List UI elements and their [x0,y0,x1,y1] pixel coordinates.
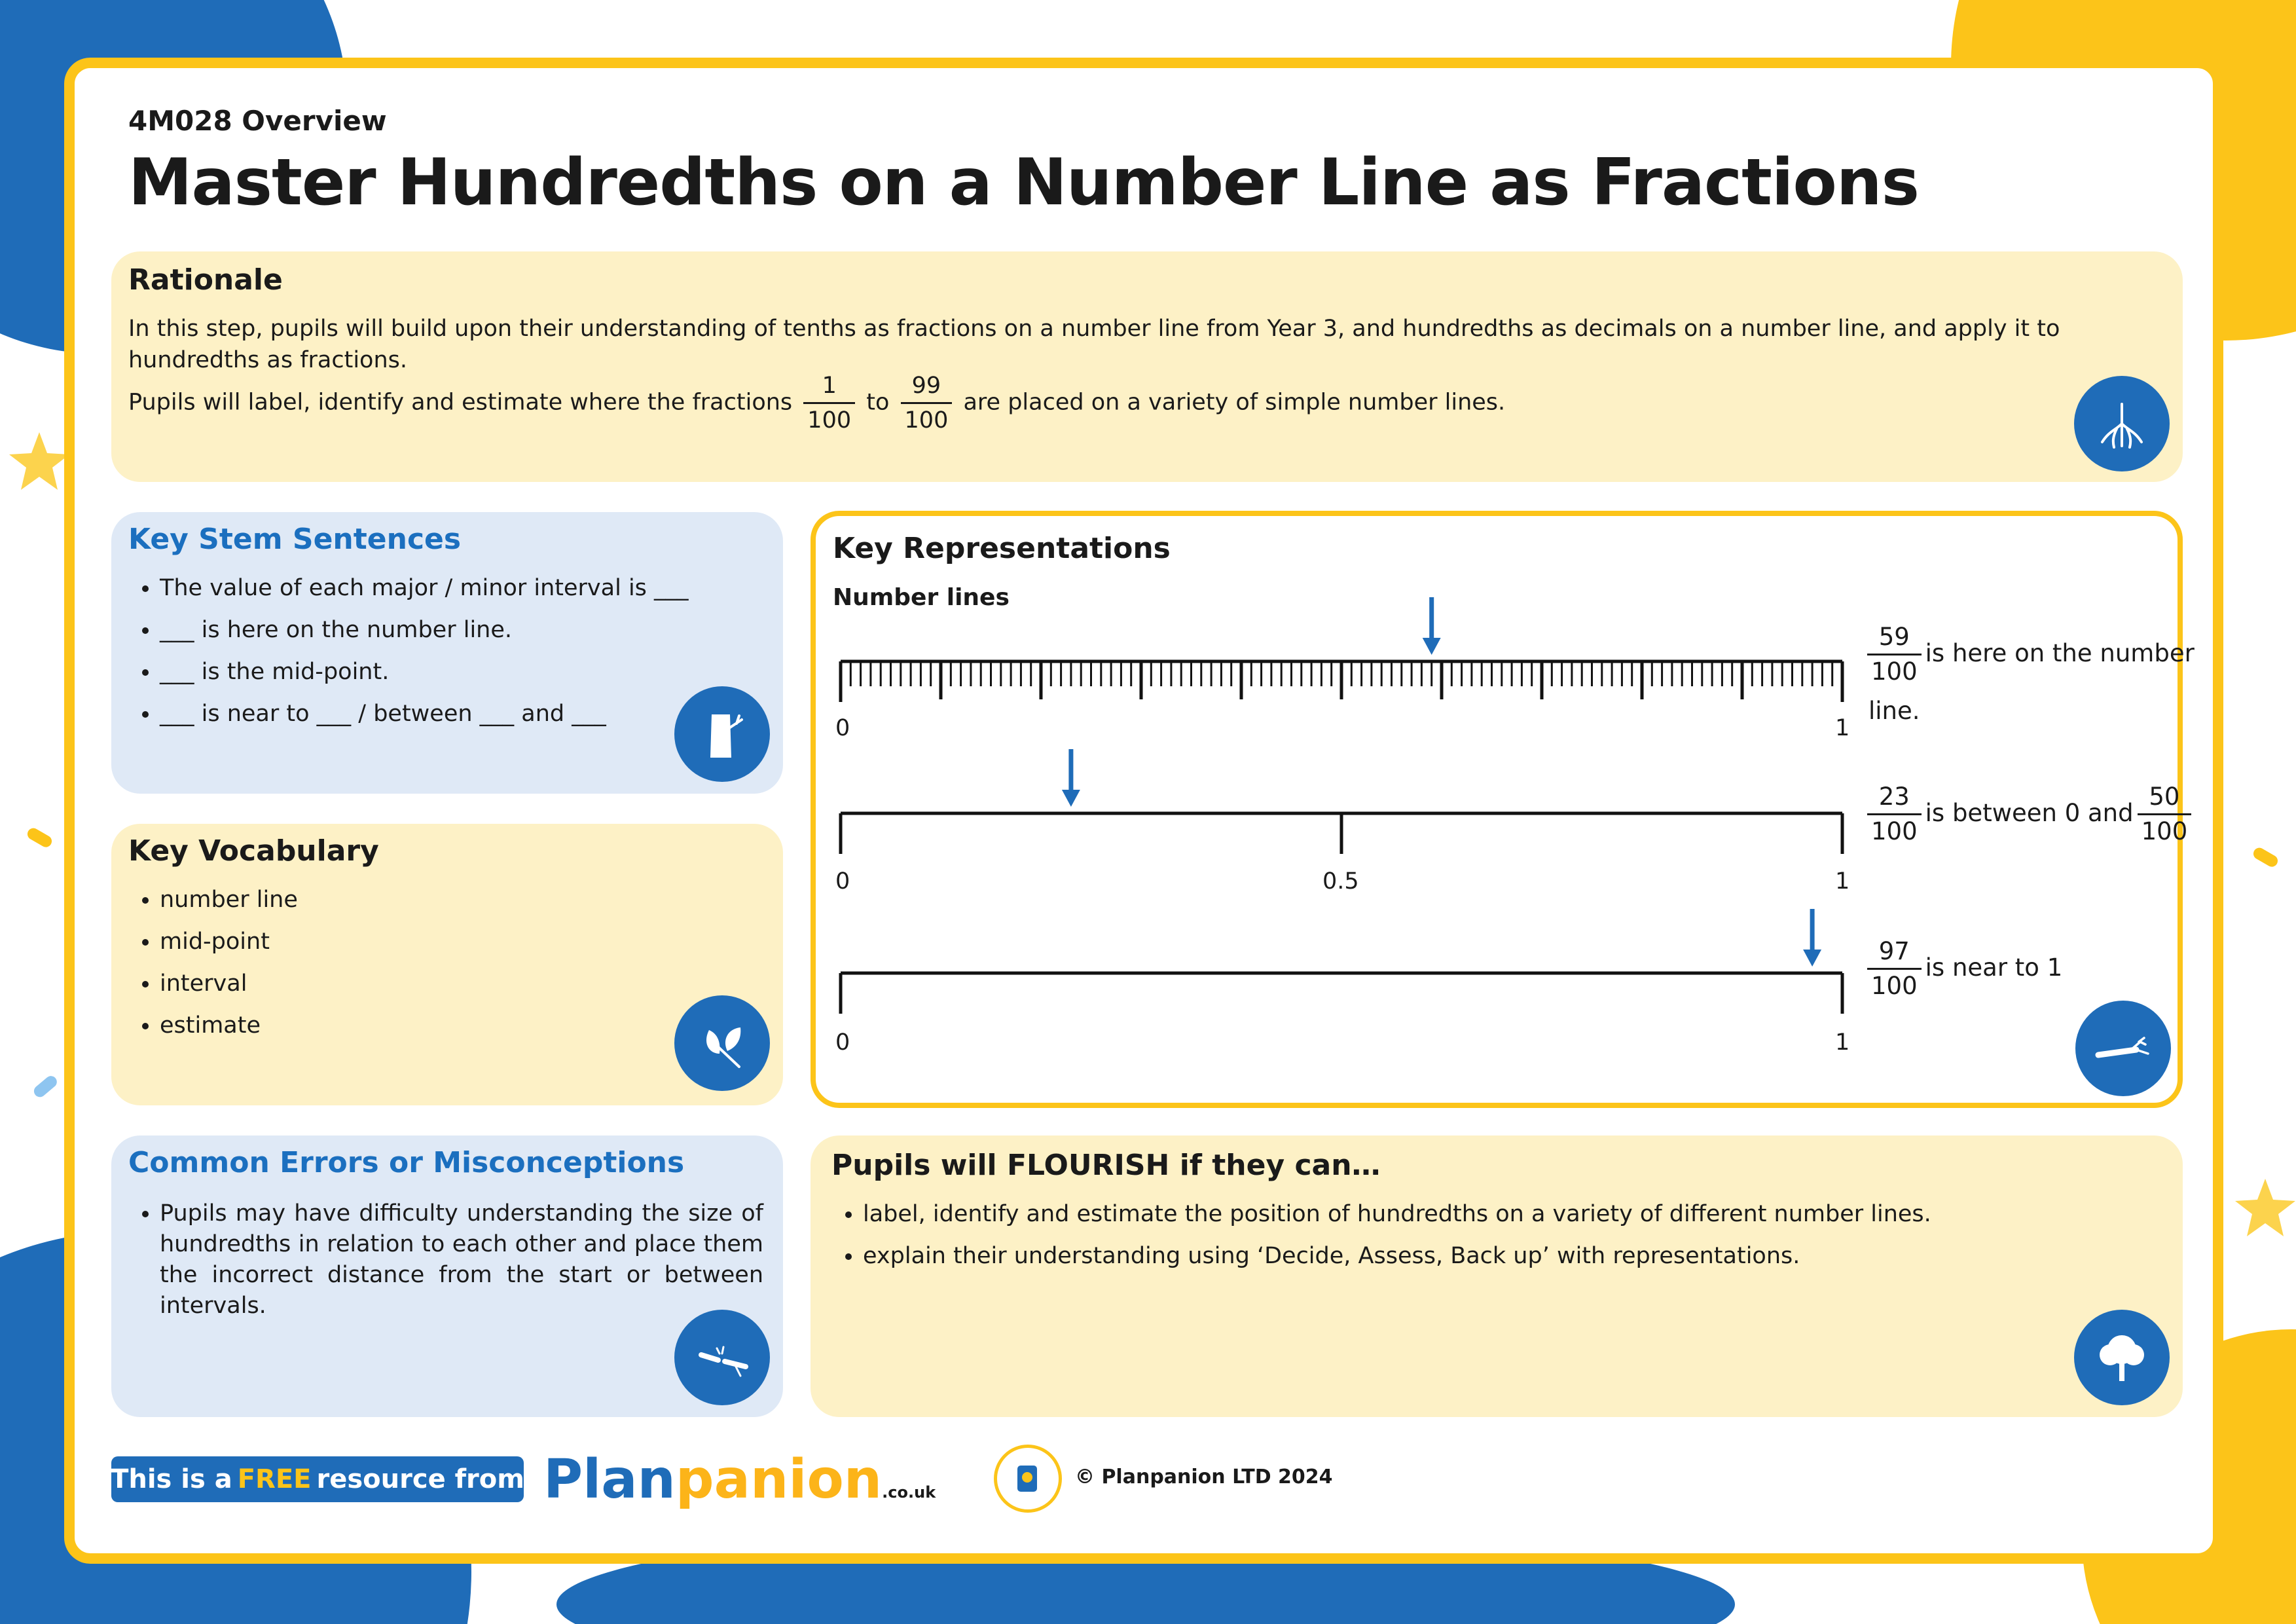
list-item: • Pupils may have difficulty understanding the size of hundredths in relation to each other and place them the incorrect distance from the start or between intervals. [160,1198,763,1321]
rationale-panel [111,251,2183,482]
rationale-paragraph-2 [128,369,2027,437]
stem-list [128,575,749,727]
fraction-23-100 [1867,781,1922,848]
frac-numerator: 97 [1867,935,1922,970]
misconceptions-heading: Common Errors or Misconceptions [128,1146,685,1179]
list-item: • estimate [160,1012,618,1039]
line1-end-label: 1 [1835,715,1850,741]
tree-icon [2074,1310,2170,1405]
logo-text-plan: Plan [543,1449,676,1511]
list-item: • ___ is here on the number line. [160,617,749,643]
list-item: • ___ is near to ___ / between ___ and ___ [160,701,749,727]
planpanion-logo[interactable] [543,1449,936,1511]
frac-numerator: 99 [901,369,953,404]
branch-icon [2075,1001,2171,1096]
list-item: • interval [160,970,618,997]
number-lines-subheading: Number lines [833,584,1010,611]
fraction-1-100 [803,369,855,437]
logo-domain: .co.uk [882,1483,936,1502]
frac-numerator: 1 [803,369,855,404]
representations-panel [811,511,2195,1108]
frac-denominator: 100 [807,407,852,434]
flourish-panel [811,1135,2183,1417]
rationale-paragraph-1: In this step, pupils will build upon their understanding of tenths as fractions on a number line from Year 3, and hundredths as decimals on a number line, and apply it to hundredths as fractions. [128,316,2060,373]
frac-numerator: 59 [1867,621,1922,655]
misconceptions-list [128,1198,763,1321]
list-item: • The value of each major / minor interval is ___ [160,575,749,601]
planpanion-badge-icon [994,1445,1062,1513]
broken-branch-icon [674,1310,770,1405]
frac-numerator: 50 [2138,781,2192,815]
line2-end-label: 1 [1835,868,1850,895]
lesson-code: 4M028 Overview [128,105,387,137]
list-item: • label, identify and estimate the position of hundredths on a variety of different number lines. [863,1201,2107,1227]
frac-denominator: 100 [2141,817,2188,845]
trunk-icon [674,686,770,782]
rationale-text-b: are placed on a variety of simple number lines. [963,389,1506,416]
frac-denominator: 100 [904,407,949,434]
line2-description [1863,781,2195,848]
line3-end-label: 1 [1835,1029,1850,1056]
line3-start-label: 0 [835,1029,850,1056]
frac-numerator: 23 [1867,781,1922,815]
list-item: • explain their understanding using ‘Decide, Assess, Back up’ with representations. [863,1243,2107,1269]
free-resource-badge[interactable] [111,1456,524,1502]
line1-text: is here on the number [1925,639,2195,667]
misconceptions-panel [111,1135,783,1417]
frac-denominator: 100 [1871,817,1918,845]
fraction-99-100 [901,369,953,437]
vocabulary-list [128,887,618,1039]
badge-text-post: resource from [316,1464,524,1494]
flourish-heading: Pupils will FLOURISH if they can… [831,1149,1381,1182]
line2-text: is between 0 and [1925,799,2134,827]
line3-arrow-head [1803,950,1821,967]
rationale-text-to: to [866,389,890,416]
copyright-text: © Planpanion LTD 2024 [1075,1466,1333,1488]
logo-text-panion: panion [675,1449,883,1511]
rationale-text-a: Pupils will label, identify and estimate where the fractions [128,389,793,416]
line1-start-label: 0 [835,715,850,741]
fraction-50-100 [2138,781,2192,848]
line1-description [1863,621,2195,688]
vocabulary-panel [111,824,783,1105]
list-item: • ___ is the mid-point. [160,659,749,685]
page-title: Master Hundredths on a Number Line as Fractions [128,145,1919,220]
badge-text-free: FREE [237,1464,312,1494]
line3-description [1863,935,2062,1003]
badge-text-pre: This is a [111,1464,232,1494]
line1-arrow-head [1423,638,1441,655]
fraction-59-100 [1867,621,1922,688]
list-item: • mid-point [160,929,618,955]
representations-heading: Key Representations [833,532,1171,565]
roots-icon [2074,376,2170,471]
flourish-list [831,1201,2107,1269]
leaves-icon [674,995,770,1091]
vocabulary-heading: Key Vocabulary [128,834,379,868]
stem-heading: Key Stem Sentences [128,523,462,556]
frac-denominator: 100 [1871,657,1918,686]
line2-arrow-head [1062,790,1080,807]
rationale-heading: Rationale [128,263,283,297]
frac-denominator: 100 [1871,972,1918,1000]
line2-start-label: 0 [835,868,850,895]
stem-sentences-panel [111,512,783,794]
line2-mid-label: 0.5 [1322,868,1359,895]
fraction-97-100 [1867,935,1922,1003]
line1-text-continued: line. [1868,697,1920,725]
list-item: • number line [160,887,618,913]
line3-text: is near to 1 [1925,953,2063,982]
